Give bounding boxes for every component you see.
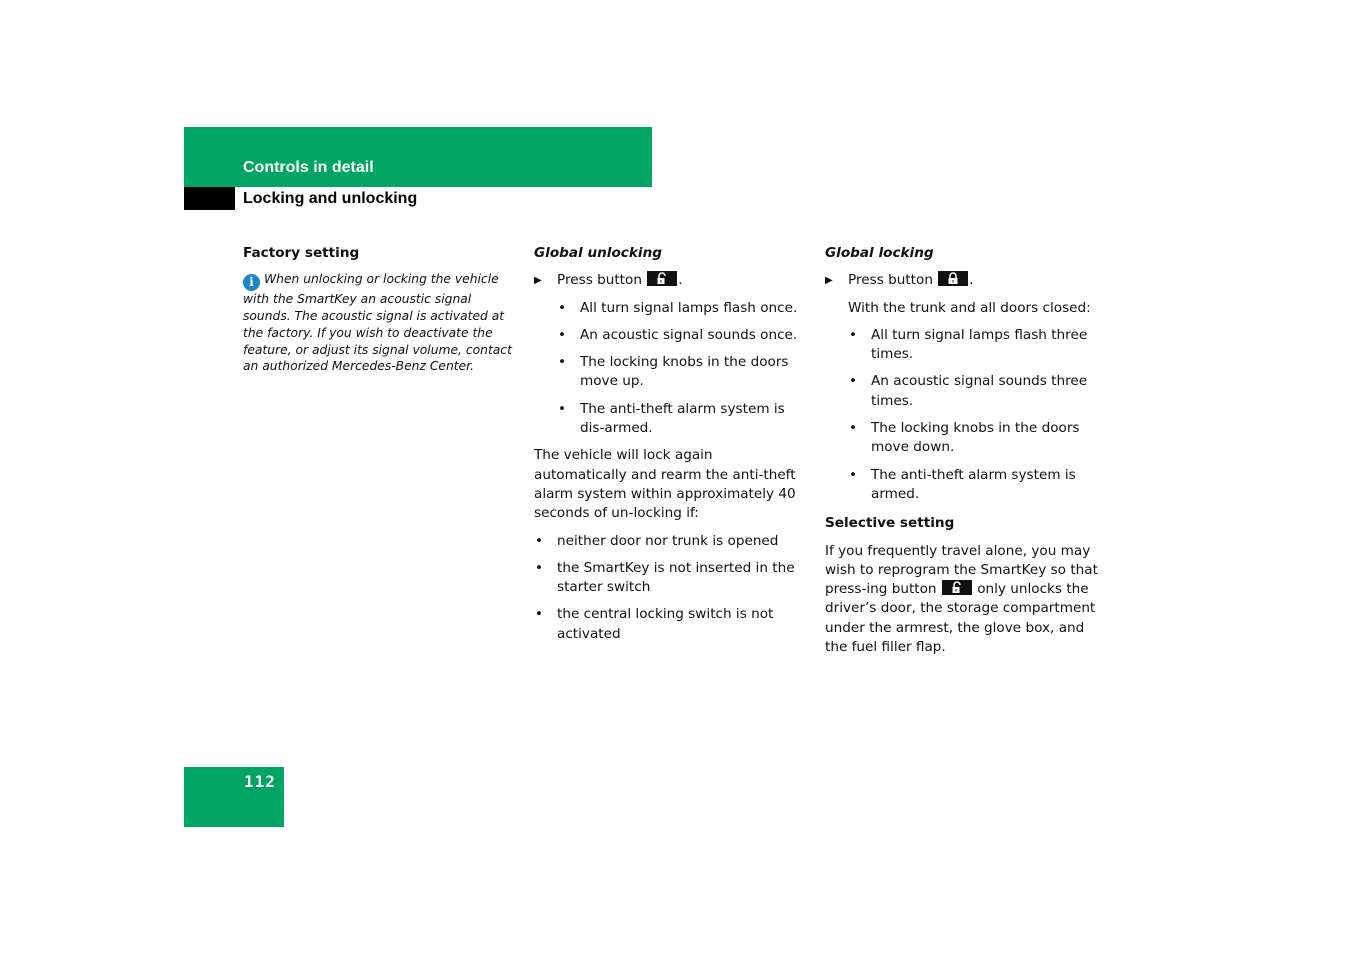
column-global-unlocking: [534, 244, 804, 652]
lock-step-text: Press button: [848, 272, 933, 289]
global-locking-heading: Global locking: [825, 245, 934, 261]
info-icon: i: [243, 274, 260, 291]
column-factory-setting: [243, 244, 518, 375]
lock-intro: With the trunk and all doors closed:: [848, 299, 1091, 316]
list-item: • The locking knobs in the doors move down.: [825, 419, 1100, 458]
list-item: • the central locking switch is not activated: [534, 605, 804, 644]
lock-step: [825, 271, 1100, 290]
lock-step-suffix: .: [969, 272, 974, 289]
subsection-marker: [184, 187, 235, 210]
list-item: • All turn signal lamps flash once.: [534, 299, 804, 318]
selective-setting-heading: Selective setting: [825, 515, 955, 532]
info-note: [243, 271, 518, 375]
unlock-key-icon: [942, 580, 972, 595]
factory-setting-heading: Factory setting: [243, 245, 360, 261]
header-bar: [184, 127, 652, 187]
unlock-step-text: Press button: [557, 272, 642, 289]
unlock-step: [534, 271, 804, 290]
column-global-locking: [825, 244, 1100, 665]
relock-paragraph: The vehicle will lock again automatically and rearm the anti-theft alarm system within approximately 40 seconds of un-locking if:: [534, 447, 796, 522]
page-number: 112: [244, 772, 276, 791]
list-item: • An acoustic signal sounds three times.: [825, 372, 1100, 411]
unlock-step-suffix: .: [678, 272, 683, 289]
section-title: Controls in detail: [243, 159, 374, 176]
relock-conditions-list: [534, 532, 804, 644]
subsection-title: Locking and unlocking: [243, 190, 418, 207]
lock-key-icon: [938, 271, 968, 286]
global-unlocking-heading: Global unlocking: [534, 245, 662, 261]
selective-text-after: only unlocks the driver’s door, the storage compartment under the armrest, the glove box, and the fuel filler flap.: [825, 581, 1096, 656]
list-item: • All turn signal lamps flash three times.: [825, 326, 1100, 365]
lock-results-list: [825, 326, 1100, 504]
list-item: • neither door nor trunk is opened: [534, 532, 804, 551]
list-item: • the SmartKey is not inserted in the starter switch: [534, 559, 804, 598]
list-item: • An acoustic signal sounds once.: [534, 326, 804, 345]
selective-paragraph: [825, 542, 1100, 658]
list-item: • The anti-theft alarm system is dis-armed.: [534, 400, 804, 439]
unlock-key-icon: [647, 271, 677, 286]
unlock-results-list: [534, 299, 804, 439]
info-note-text: When unlocking or locking the vehicle with the SmartKey an acoustic signal sounds. The acoustic signal is activated at the factory. If you wish to deactivate the feature, or adjust its signal volume, contact an authorized Mercedes-Benz Center.: [243, 272, 512, 374]
selective-text-before: If you frequently travel alone, you may wish to reprogram the SmartKey so that press-ing button: [825, 542, 1098, 598]
list-item: • The anti-theft alarm system is armed.: [825, 466, 1100, 505]
list-item: • The locking knobs in the doors move up.: [534, 353, 804, 392]
